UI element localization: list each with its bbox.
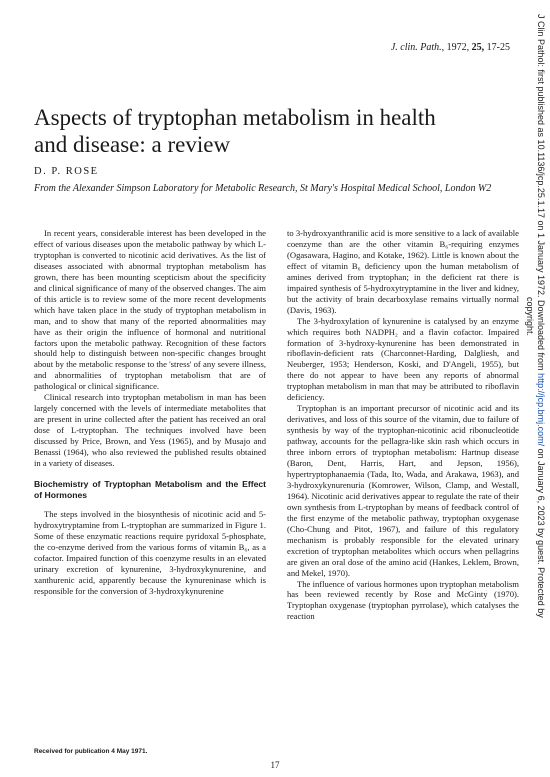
paragraph: Clinical research into tryptophan metabolism in man has been largely concerned with the levels of intermediate metabolites that are present in urine collected after the patient has received an oral dose of L-tryptophan. The techniques involved have been discussed by Price, Brown, and Yess (1965), and by Musajo and Benassi (1964), who also reviewed the published results obtained in a variety of diseases. <box>34 392 266 469</box>
paragraph: The 3-hydroxylation of kynurenine is catalysed by an enzyme which requires both NADPH₂ and a flavin cofactor. Impaired formation of 3-hydroxy-kynurenine has been demonstrated in riboflavin-deficient rats (Charconnet-Harding, Dalgliesh, and Neuberger, 1953; Henderson, Koski, and D'Angeli, 1955), but there do not appear to have been any reports of abnormal tryptophan metabolism in man that may be attributed to riboflavin deficiency. <box>287 315 519 403</box>
citation-journal: J. clin. Path., <box>390 42 445 53</box>
paragraph: to 3-hydroxyanthranilic acid is more sensitive to a lack of available coenzyme than are the other vitamin B₆-requiring enzymes (Ogasawara, Hagino, and Kotake, 1962). Little is known about the effect of vitamin B₆ deficiency upon the human metabolism of amines derived from tryptophan; in the deficient rat there is impaired synthesis of 5-hydroxytryptamine in the liver and kidney, but the activity of brain decarboxylase remains virtually normal (Davis, 1963). <box>287 228 519 315</box>
right-column <box>287 228 519 622</box>
section-heading: Biochemistry of Tryptophan Metabolism and the Effect of Hormones <box>34 478 266 500</box>
watermark-text-b: on January 6, 2023 by guest. Protected by <box>536 446 546 618</box>
citation-volume: 25, <box>471 42 485 53</box>
left-column <box>34 228 266 597</box>
paragraph: The influence of various hormones upon tryptophan metabolism has been reviewed recently by Rose and McGinty (1970). Tryptophan oxygenase (tryptophan pyrrolase), which catalyses the reaction <box>287 578 519 622</box>
paragraph: In recent years, considerable interest has been developed in the effect of various diseases upon the metabolic pathway by which L-tryptophan is converted to nicotinic acid derivatives. As the list of diseases associated with abnormal tryptophan metabolism has grown, there has been mounting scepticism about the specificity and clinical significance of many of the observed changes. The aim of this article is to review some of the more recent developments which have taken place in the study of tryptophan metabolism in man, and to show that many of the reported abnormalities may have as their origin the influence of hormonal and nutritional factors upon the metabolic pathway. Recognition of these factors should help to distinguish between non-specific changes brought about by the metabolic response to the 'stress' of any severe illness, and abnormalities of tryptophan metabolism that are of pathological or clinical significance. <box>34 228 266 392</box>
journal-link[interactable]: http://jcp.bmj.com/ <box>536 373 546 447</box>
citation-year: 1972, <box>446 42 470 53</box>
download-watermark <box>536 14 546 618</box>
received-date: Received for publication 4 May 1971. <box>34 748 148 755</box>
paragraph: The steps involved in the biosynthesis of nicotinic acid and 5-hydroxytryptamine from L-tryptophan are summarized in Figure 1. Some of these enzymatic reactions require pyridoxal 5-phosphate, the co-enzyme derived from the various forms of vitamin B₆, as a cofactor. Impaired function of this coenzyme results in an elevated urinary excretion of kynurenine, 3-hydroxykynurenine, and xanthurenic acid, apparently because the kynureninase which is responsible for the conversion of 3-hydroxykynurenine <box>34 508 266 596</box>
journal-citation <box>391 42 510 53</box>
citation-pages: 17-25 <box>486 42 510 53</box>
copyright-watermark: copyright. <box>525 297 535 337</box>
article-author: D. P. ROSE <box>34 166 99 177</box>
article-affiliation: From the Alexander Simpson Laboratory for Metabolic Research, St Mary's Hospital Medical School, London W2 <box>34 183 492 194</box>
page-number: 17 <box>270 760 280 770</box>
paragraph: Tryptophan is an important precursor of nicotinic acid and its derivatives, and loss of this source of the vitamin, due to failure of synthesis by way of the tryptophan-nicotinic acid ribonucleotide pathway, accounts for the pellagra-like skin rash which occurs in three inborn errors of tryptophan metabolism: Hartnup disease (Baron, Dent, Harris, Hart, and Jepson, 1956), hypertryptophanaemia (Tada, Ito, Wada, and Arakawa, 1963), and 3-hydroxykynurenuria (Komrower, Wilson, Clamp, and Westall, 1964). Nicotinic acid derivatives appear to regulate the rate of their own synthesis from L-tryptophan by means of feedback control of the first enzyme of the metabolic pathway, tryptophan oxygenase (Cho-Chung and Pitot, 1967), and failure of this regulatory mechanism is probably responsible for the elevated urinary excretion of tryptophan metabolites which occurs when pellagrins are given an oral dose of the amino acid (Hankes, Leklem, Brown, and Mekel, 1970). <box>287 403 519 578</box>
watermark-text-a: J Clin Pathol: first published as 10.1136/jcp.25.1.17 on 1 January 1972. Downloaded from <box>536 14 546 374</box>
article-title: Aspects of tryptophan metabolism in health and disease: a review <box>34 105 436 157</box>
